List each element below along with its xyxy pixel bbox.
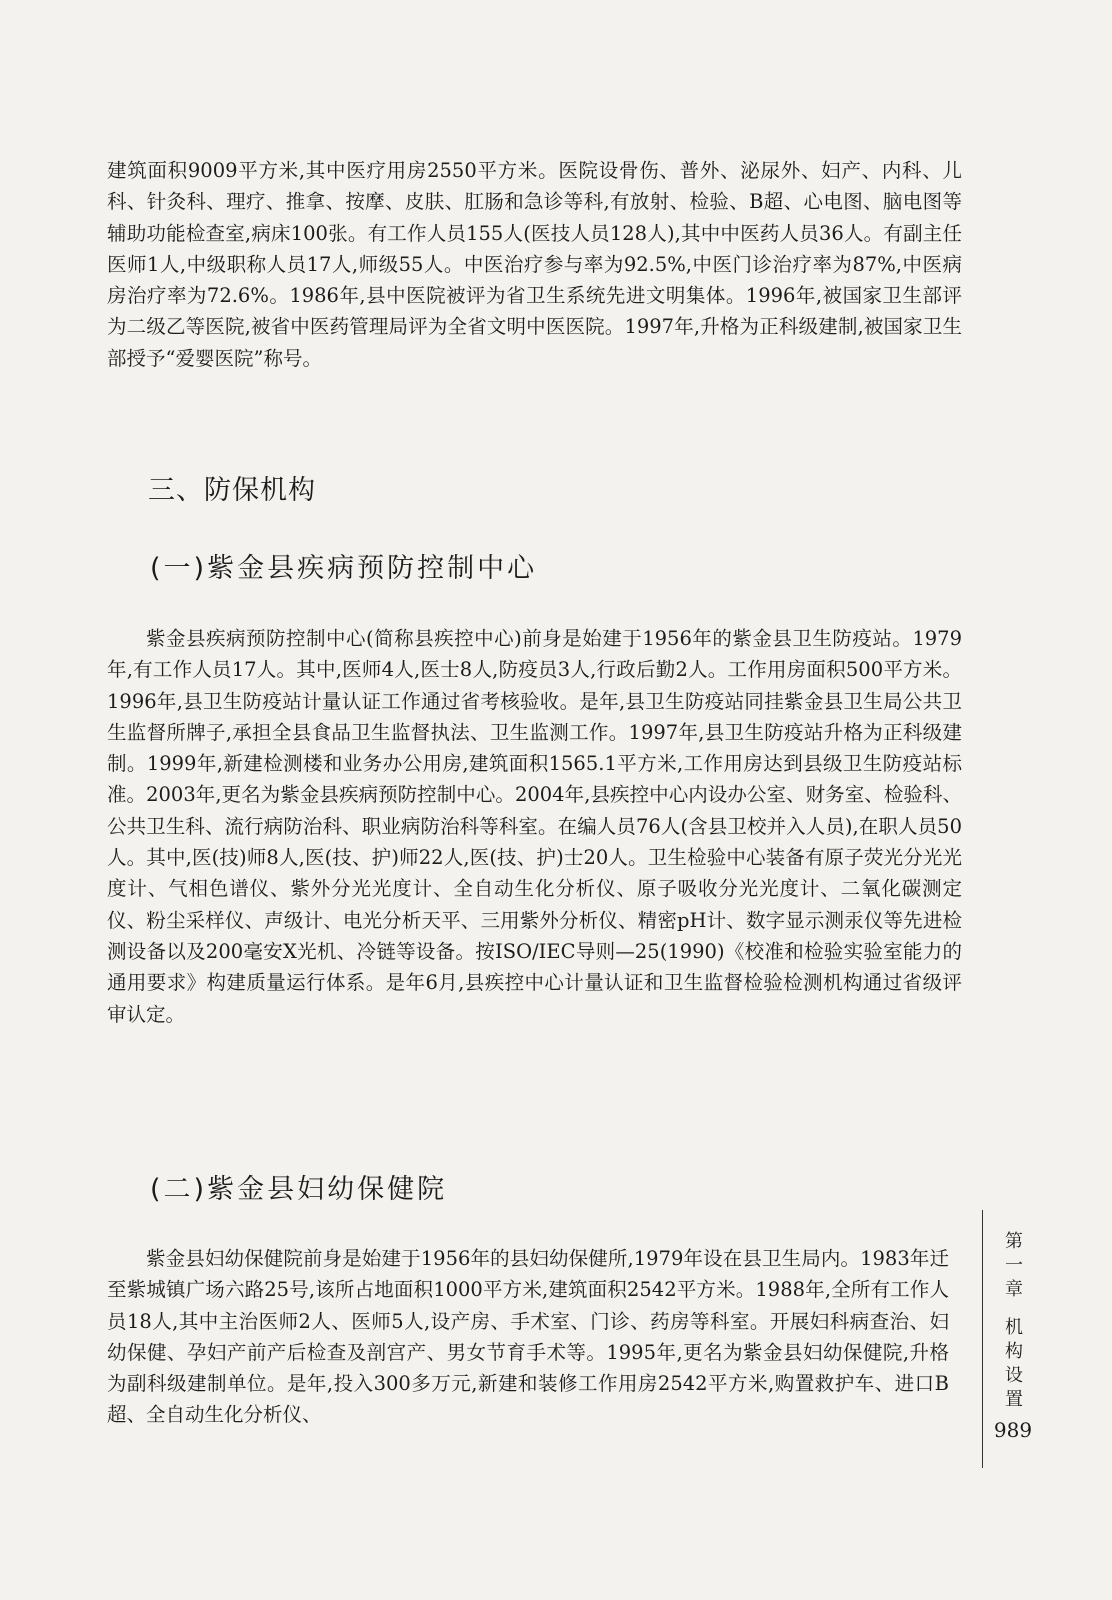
subsection-title-maternal-child: (二)紫金县妇幼保健院 (150, 1174, 448, 1205)
chapter-char: 章 (1005, 1279, 1023, 1300)
chapter-char: 设 (1005, 1365, 1023, 1386)
paragraph-cdc: 紫金县疾病预防控制中心(简称县疾控中心)前身是始建于1956年的紫金县卫生防疫站。1979年,有工作人员17人。其中,医师4人,医士8人,防疫员3人,行政后勤2人。工作用房面积500平方米。1996年,县卫生防疫站计量认证工作通过省考核验收。是年,县卫生防疫站同挂紫金县卫生局公共卫生监督所牌子,承担全县食品卫生监督执法、卫生监测工作。1997年,县卫生防疫站升格为正科级建制。1999年,新建检测楼和业务办公用房,建筑面积1565.1平方米,工作用房达到县级卫生防疫站标准。2003年,更名为紫金县疾病预防控制中心。2004年,县疾控中心内设办公室、财务室、检验科、公共卫生科、流行病防治科、职业病防治科等科室。在编人员76人(含县卫校并入人员),在职人员50人。其中,医(技)师8人,医(技、护)师22人,医(技、护)士20人。卫生检验中心装备有原子荧光分光光度计、气相色谱仪、紫外分光光度计、全自动生化分析仪、原子吸收分光光度计、二氧化碳测定仪、粉尘采样仪、声级计、电光分析天平、三用紫外分析仪、精密pH计、数字显示测汞仪等先进检测设备以及200毫安X光机、冷链等设备。按ISO/IEC导则—25(1990)《校准和检验实验室能力的通用要求》构建质量运行体系。是年6月,县疾控中心计量认证和卫生监督检验检测机构通过省级评审认定。 (107, 627, 962, 1026)
chapter-label (1001, 1230, 1027, 1412)
chapter-char: 一 (1005, 1255, 1023, 1276)
margin-rule (982, 1210, 983, 1468)
chapter-char: 第 (1005, 1231, 1023, 1252)
chapter-gap (1001, 1302, 1027, 1316)
section-title: 三、防保机构 (148, 475, 316, 506)
paragraph-maternal-child: 紫金县妇幼保健院前身是始建于1956年的县妇幼保健所,1979年设在县卫生局内。1983年迁至紫城镇广场六路25号,该所占地面积1000平方米,建筑面积2542平方米。1988年,全所有工作人员18人,其中主治医师2人、医师5人,设产房、手术室、门诊、药房等科室。开展妇科病查治、妇幼保健、孕妇产前产后检查及剖宫产、男女节育手术等。1995年,更名为紫金县妇幼保健院,升格为副科级建制单位。是年,投入300多万元,新建和装修工作用房2542平方米,购置救护车、进口B超、全自动生化分析仪、 (107, 1247, 949, 1427)
chapter-char: 置 (1005, 1389, 1023, 1410)
paragraph-hospital-details: 建筑面积9009平方米,其中医疗用房2550平方米。医院设骨伤、普外、泌尿外、妇产、内科、儿科、针灸科、理疗、推拿、按摩、皮肤、肛肠和急诊等科,有放射、检验、B超、心电图、脑电图等辅助功能检查室,病床100张。有工作人员155人(医技人员128人),其中中医药人员36人。有副主任医师1人,中级职称人员17人,师级55人。中医治疗参与率为92.5%,中医门诊治疗率为87%,中医病房治疗率为72.6%。1986年,县中医院被评为省卫生系统先进文明集体。1996年,被国家卫生部评为二级乙等医院,被省中医药管理局评为全省文明中医医院。1997年,升格为正科级建制,被国家卫生部授予“爱婴医院”称号。 (107, 159, 962, 370)
chapter-char: 机 (1005, 1317, 1023, 1338)
page-number: 989 (993, 1418, 1033, 1442)
subsection-title-cdc: (一)紫金县疾病预防控制中心 (150, 553, 538, 584)
chapter-char: 构 (1005, 1341, 1023, 1362)
